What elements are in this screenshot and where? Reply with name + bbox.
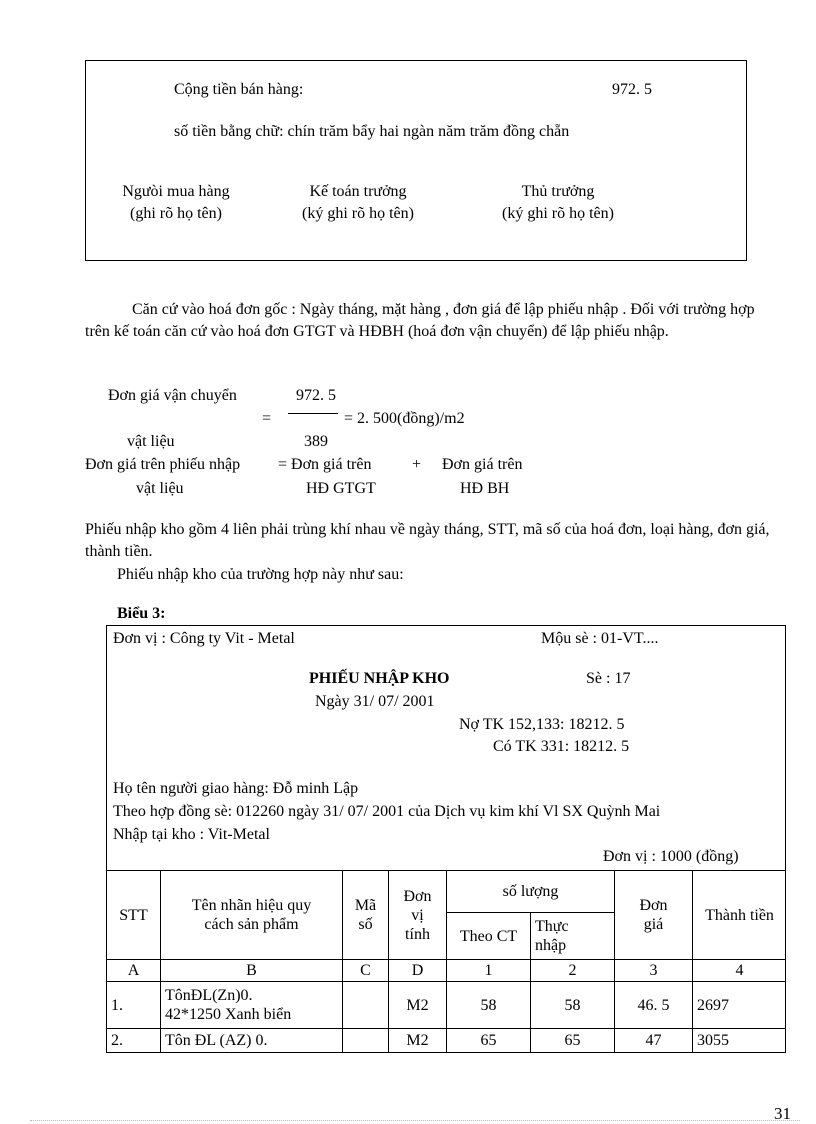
table-header-row: [107, 871, 787, 913]
signature-note: (ký ghi rõ họ tên): [302, 205, 414, 222]
signature-title: Ngưòi mua hàng: [122, 183, 230, 200]
signature-buyer: [106, 181, 246, 225]
header-product-name: Tên nhãn hiệu quy cách sản phẩm: [161, 871, 343, 960]
invoice-summary-box: [85, 60, 747, 261]
header-amount: Thành tiền: [693, 871, 787, 960]
cell-stt: 1.: [107, 982, 161, 1029]
form-deliverer: Họ tên người giao hàng: Đỗ minh Lập: [113, 780, 359, 797]
form-date: Ngày 31/ 07/ 2001: [315, 693, 435, 710]
receipt-table: [106, 870, 786, 1053]
form-currency-unit: Đơn vị : 1000 (đồng): [603, 848, 739, 865]
cell-unit: M2: [389, 982, 447, 1029]
header-qty-doc: Theo CT: [447, 913, 531, 960]
warehouse-receipt-form: [106, 625, 786, 1053]
page-number: 31: [774, 1104, 791, 1123]
paragraph-basis: Căn cứ vào hoá đơn gốc : Ngày tháng, mặt hàng , đơn giá để lập phiếu nhập . Đối với trường hợp trên kế toán căn cứ vào hoá đơn GTGT và HĐBH (hoá đơn vận chuyển) để lập phiếu nhập.: [85, 301, 755, 340]
header-price: Đơn giá: [615, 871, 693, 960]
table-row: [107, 1029, 787, 1053]
cell-qty-actual: 58: [531, 982, 615, 1029]
formula2-term2-bottom: HĐ BH: [460, 480, 510, 497]
form-credit: Có TK 331: 18212. 5: [493, 738, 630, 755]
signature-director: [484, 181, 632, 225]
col-letter: 1: [447, 960, 531, 982]
paragraph-copies: Phiếu nhập kho gồm 4 liên phải trùng khí nhau về ngày tháng, STT, mã số của hoá đơn, loại hàng, đơn giá, thành tiền.: [85, 521, 770, 560]
cell-code: [343, 982, 389, 1029]
signature-chief-accountant: [284, 181, 432, 225]
header-code: Mã số: [343, 871, 389, 960]
formula2-label-top: Đơn giá trên phiếu nhập: [85, 456, 241, 473]
form-title: PHIẾU NHẬP KHO: [309, 670, 450, 687]
cell-stt: 2.: [107, 1029, 161, 1053]
table-letter-row: [107, 960, 787, 982]
col-letter: D: [389, 960, 447, 982]
cell-qty-doc: 58: [447, 982, 531, 1029]
total-label: Cộng tiền bán hàng:: [174, 81, 304, 98]
cell-product-name: Tôn ĐL (AZ) 0.: [161, 1029, 343, 1053]
signature-note: (ký ghi rõ họ tên): [502, 205, 614, 222]
total-value: 972. 5: [612, 81, 652, 98]
form-warehouse: Nhập tại kho : Vit-Metal: [113, 826, 270, 843]
col-letter: C: [343, 960, 389, 982]
form-unit: Đơn vị : Công ty Vit - Metal: [113, 630, 295, 647]
cell-unit: M2: [389, 1029, 447, 1053]
cell-amount: 3055: [693, 1029, 787, 1053]
footer-divider: [30, 1120, 800, 1121]
formula2-term1-bottom: HĐ GTGT: [306, 480, 376, 497]
formula1-label-bottom: vật liệu: [127, 433, 175, 450]
formula2-label-bottom: vật liệu: [136, 480, 184, 497]
header-quantity: số lượng: [447, 871, 615, 913]
formula1-result: = 2. 500(đồng)/m2: [344, 410, 465, 427]
cell-amount: 2697: [693, 982, 787, 1029]
col-letter: 4: [693, 960, 787, 982]
cell-code: [343, 1029, 389, 1053]
formula1-numerator: 972. 5: [296, 387, 336, 404]
header-stt: STT: [107, 871, 161, 960]
col-letter: B: [161, 960, 343, 982]
signature-title: Kế toán trưởng: [309, 183, 407, 200]
paragraph-intro: Phiếu nhập kho của trường hợp này như sau:: [117, 566, 404, 583]
formula1-denominator: 389: [304, 433, 328, 450]
formula2-term2-top: Đơn giá trên: [442, 456, 523, 473]
header-unit: Đơn vị tính: [389, 871, 447, 960]
col-letter: 2: [531, 960, 615, 982]
formula1-label-top: Đơn giá vận chuyển: [108, 387, 237, 404]
signature-note: (ghi rõ họ tên): [130, 205, 222, 222]
section-title: Biểu 3:: [117, 605, 166, 622]
fraction-line: [288, 413, 338, 414]
cell-qty-doc: 65: [447, 1029, 531, 1053]
cell-product-name: TônĐL(Zn)0. 42*1250 Xanh biển: [161, 982, 343, 1029]
cell-qty-actual: 65: [531, 1029, 615, 1053]
header-qty-actual: Thực nhập: [531, 913, 615, 960]
formula2-term1-top: = Đơn giá trên: [278, 456, 372, 473]
formula2-plus: +: [412, 456, 422, 473]
signature-title: Thủ trưởng: [521, 183, 595, 200]
col-letter: A: [107, 960, 161, 982]
amount-in-words: số tiền bằng chữ: chín trăm bẩy hai ngàn năm trăm đồng chẵn: [174, 123, 570, 140]
cell-price: 47: [615, 1029, 693, 1053]
form-debit: Nợ TK 152,133: 18212. 5: [459, 716, 625, 733]
col-letter: 3: [615, 960, 693, 982]
form-number: Sè : 17: [586, 670, 631, 687]
form-template-no: Mộu sè : 01-VT....: [541, 630, 659, 647]
table-row: [107, 982, 787, 1029]
cell-price: 46. 5: [615, 982, 693, 1029]
form-contract: Theo hợp đồng sè: 012260 ngày 31/ 07/ 2001 của Dịch vụ kim khí Vl SX Quỳnh Mai: [113, 803, 661, 820]
formula1-equals: =: [262, 410, 272, 427]
